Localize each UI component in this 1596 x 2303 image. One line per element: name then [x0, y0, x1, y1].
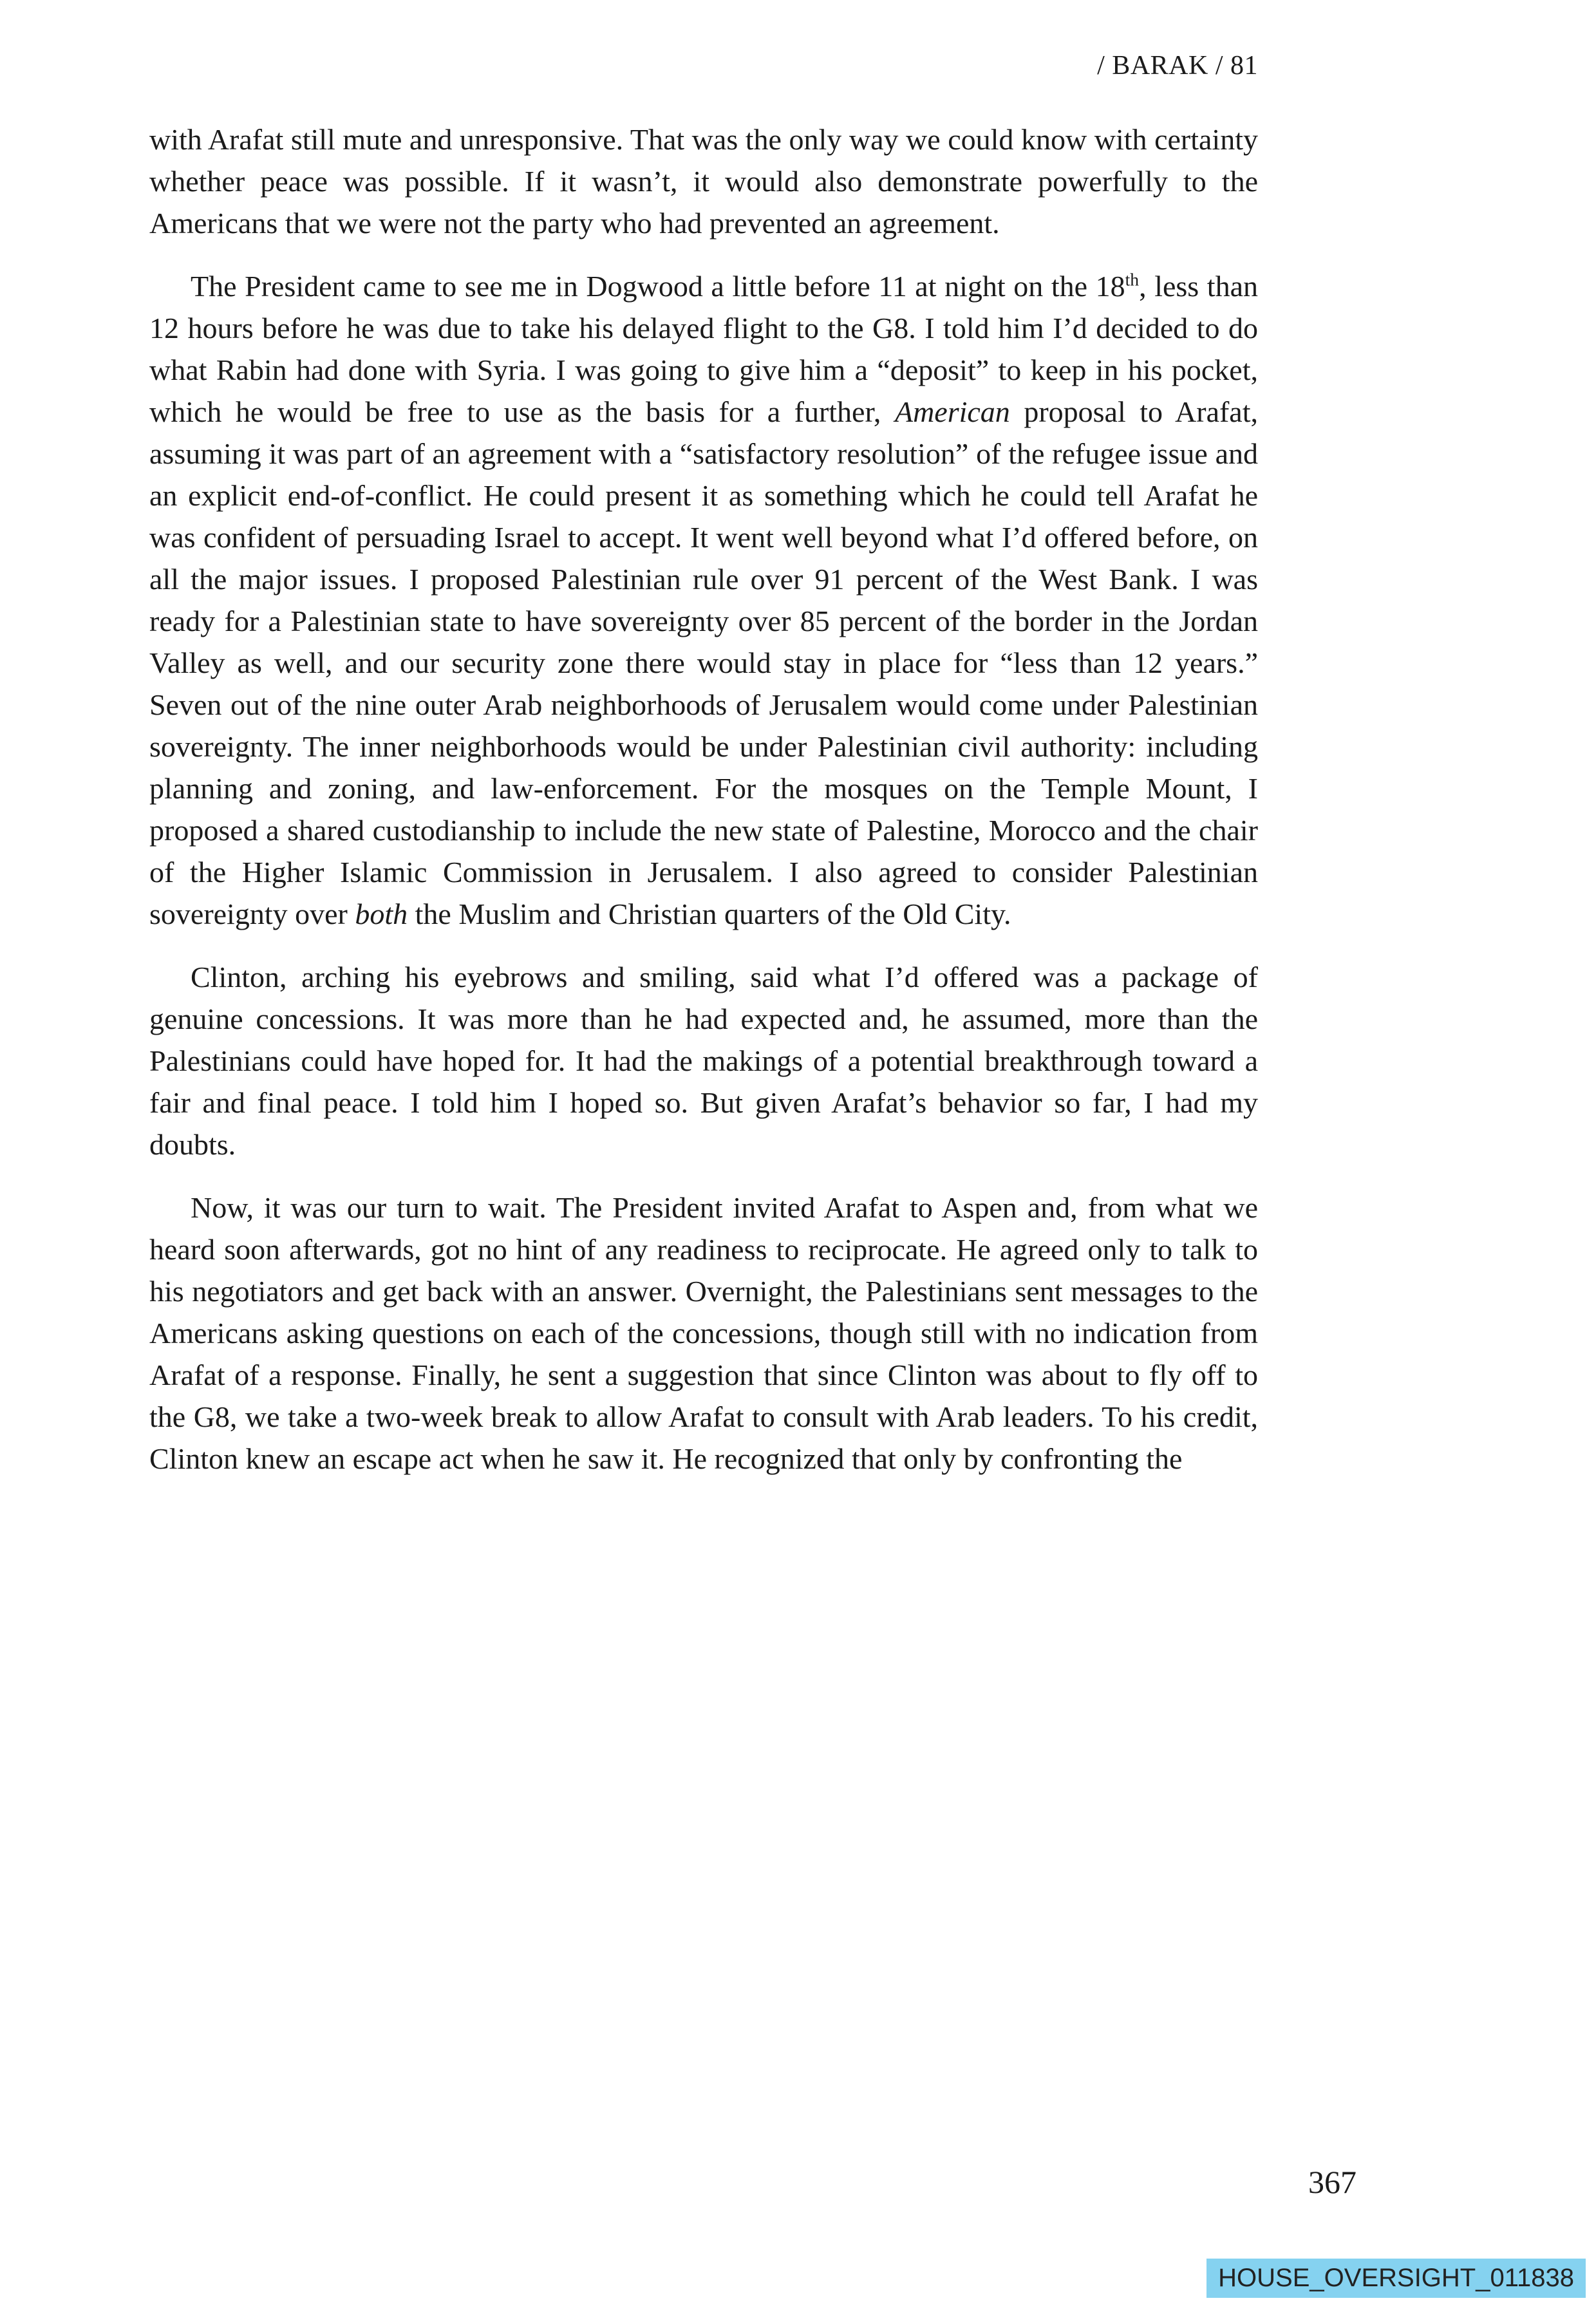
italic-text: American	[894, 395, 1010, 428]
italic-text: both	[355, 898, 408, 930]
body-run: The President came to see me in Dogwood a little before 11 at night on the 18	[191, 270, 1125, 303]
body-run: , less than 12 hours before he was due to take his delayed flight to the G8. I told him I’d decided to do what Rabin had done with Syria. I was going to give him a “deposit” to keep in his pocket, which he would be free to use as the basis for a further,	[149, 270, 1258, 428]
paragraph	[149, 1187, 1258, 1480]
running-header: / BARAK / 81	[1097, 51, 1258, 80]
body-run: with Arafat still mute and unresponsive. That was the only way we could know with certainty whether peace was possible. If it wasn’t, it would also demonstrate powerfully to the Americans that we were not the party who had prevented an agreement.	[149, 123, 1258, 240]
body-run: the Muslim and Christian quarters of the Old City.	[408, 898, 1011, 930]
paragraph	[149, 118, 1258, 244]
watermark-bates-stamp: HOUSE_OVERSIGHT_011838	[1206, 2259, 1586, 2298]
paragraph	[149, 265, 1258, 935]
paragraph	[149, 956, 1258, 1165]
body-run: proposal to Arafat, assuming it was part of an agreement with a “satisfactory resolution” of the refugee issue and an explicit end-of-conflict. He could present it as something which he could tell Arafat he was confident of persuading Israel to accept. It went well beyond what I’d offered before, on all the major issues. I proposed Palestinian rule over 91 percent of the West Bank. I was ready for a Palestinian state to have sovereignty over 85 percent of the border in the Jordan Valley as well, and our security zone there would stay in place for “less than 12 years.” Seven out of the nine outer Arab neighborhoods of Jerusalem would come under Palestinian sovereignty. The inner neighborhoods would be under Palestinian civil authority: including planning and zoning, and law-enforcement. For the mosques on the Temple Mount, I proposed a shared custodianship to include the new state of Palestine, Morocco and the chair of the Higher Islamic Commission in Jerusalem. I also agreed to consider Palestinian sovereignty over	[149, 395, 1259, 930]
body-run: Clinton, arching his eyebrows and smiling, said what I’d offered was a package of genuine concessions. It was more than he had expected and, he assumed, more than the Palestinians could have hoped for. It had the makings of a potential breakthrough toward a fair and final peace. I told him I hoped so. But given Arafat’s behavior so far, I had my doubts.	[149, 961, 1258, 1161]
page-number: 367	[1308, 2164, 1357, 2200]
body-text	[149, 118, 1258, 1480]
text-block	[149, 50, 1258, 1501]
superscript-text: th	[1125, 269, 1140, 290]
body-run: Now, it was our turn to wait. The President invited Arafat to Aspen and, from what we heard soon afterwards, got no hint of any readiness to reciprocate. He agreed only to talk to his negotiators and get back with an answer. Overnight, the Palestinians sent messages to the Americans asking questions on each of the concessions, though still with no indication from Arafat of a response. Finally, he sent a suggestion that since Clinton was about to fly off to the G8, we take a two-week break to allow Arafat to consult with Arab leaders. To his credit, Clinton knew an escape act when he saw it. He recognized that only by confronting the	[149, 1191, 1258, 1475]
